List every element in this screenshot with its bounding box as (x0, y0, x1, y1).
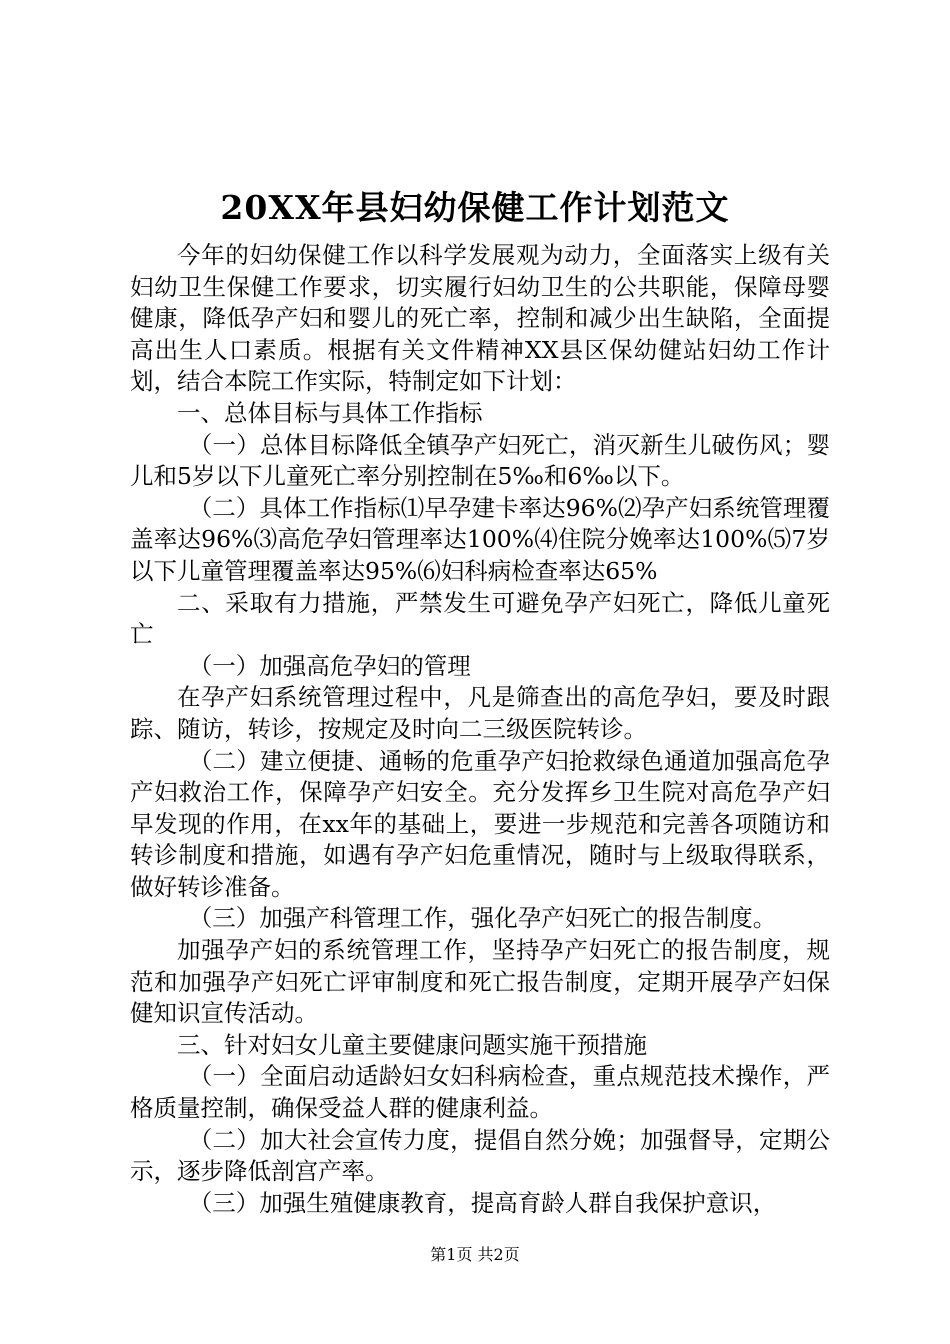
subheading-high-risk: （一）加强高危孕妇的管理 (188, 651, 471, 680)
page-number-footer: 第1页 共2页 (430, 1245, 520, 1264)
paragraph-green-channel: （二）建立便捷、通畅的危重孕产妇抢救绿色通道加强高危孕产妇救治工作，保障孕产妇安全。充分发挥乡卫生院对高危孕产妇早发现的作用，在xx年的基础上，要进一步规范和完善各项随访和转诊制度和措施，如遇有孕产妇危重情况，随时与上级取得联系，做好转诊准备。 (130, 746, 830, 901)
subheading-obstetrics: （三）加强产科管理工作，强化孕产妇死亡的报告制度。 (188, 904, 777, 933)
document-title: 20XX年县妇幼保健工作计划范文 (220, 188, 730, 227)
paragraph-intro: 今年的妇幼保健工作以科学发展观为动力，全面落实上级有关妇幼卫生保健工作要求，切实履行妇幼卫生的公共职能，保障母婴健康，降低孕产妇和婴儿的死亡率，控制和减少出生缺陷，全面提高出生人口素质。根据有关文件精神XX县区保幼健站妇幼工作计划，结合本院工作实际，特制定如下计划： (130, 241, 830, 396)
heading-section-2: 二、采取有力措施，严禁发生可避免孕产妇死亡，降低儿童死亡 (130, 588, 830, 649)
heading-section-1: 一、总体目标与具体工作指标 (177, 398, 483, 427)
paragraph-obstetrics: 加强孕产妇的系统管理工作，坚持孕产妇死亡的报告制度，规范和加强孕产妇死亡评审制度和死亡报告制度，定期开展孕产妇保健知识宣传活动。 (130, 936, 830, 1028)
paragraph-natural-birth: （二）加大社会宣传力度，提倡自然分娩；加强督导，定期公示，逐步降低剖宫产率。 (130, 1125, 830, 1186)
paragraph-overall-goal: （一）总体目标降低全镇孕产妇死亡，消灭新生儿破伤风；婴儿和5岁以下儿童死亡率分别控制在5‰和6‰以下。 (130, 430, 830, 491)
paragraph-reproductive-ed: （三）加强生殖健康教育，提高育龄人群自我保护意识， (188, 1188, 777, 1217)
heading-section-3: 三、针对妇女儿童主要健康问题实施干预措施 (177, 1030, 647, 1059)
paragraph-work-indicators: （二）具体工作指标⑴早孕建卡率达96%⑵孕产妇系统管理覆盖率达96%⑶高危孕妇管理率达100%⑷住院分娩率达100%⑸7岁以下儿童管理覆盖率达95%⑹妇科病检查率达65% (130, 493, 830, 585)
paragraph-high-risk: 在孕产妇系统管理过程中，凡是筛查出的高危孕妇，要及时跟踪、随访，转诊，按规定及时向二三级医院转诊。 (130, 683, 830, 743)
paragraph-gyn-exam: （一）全面启动适龄妇女妇科病检查，重点规范技术操作，严格质量控制，确保受益人群的健康利益。 (130, 1062, 830, 1123)
document-body (130, 240, 830, 1219)
